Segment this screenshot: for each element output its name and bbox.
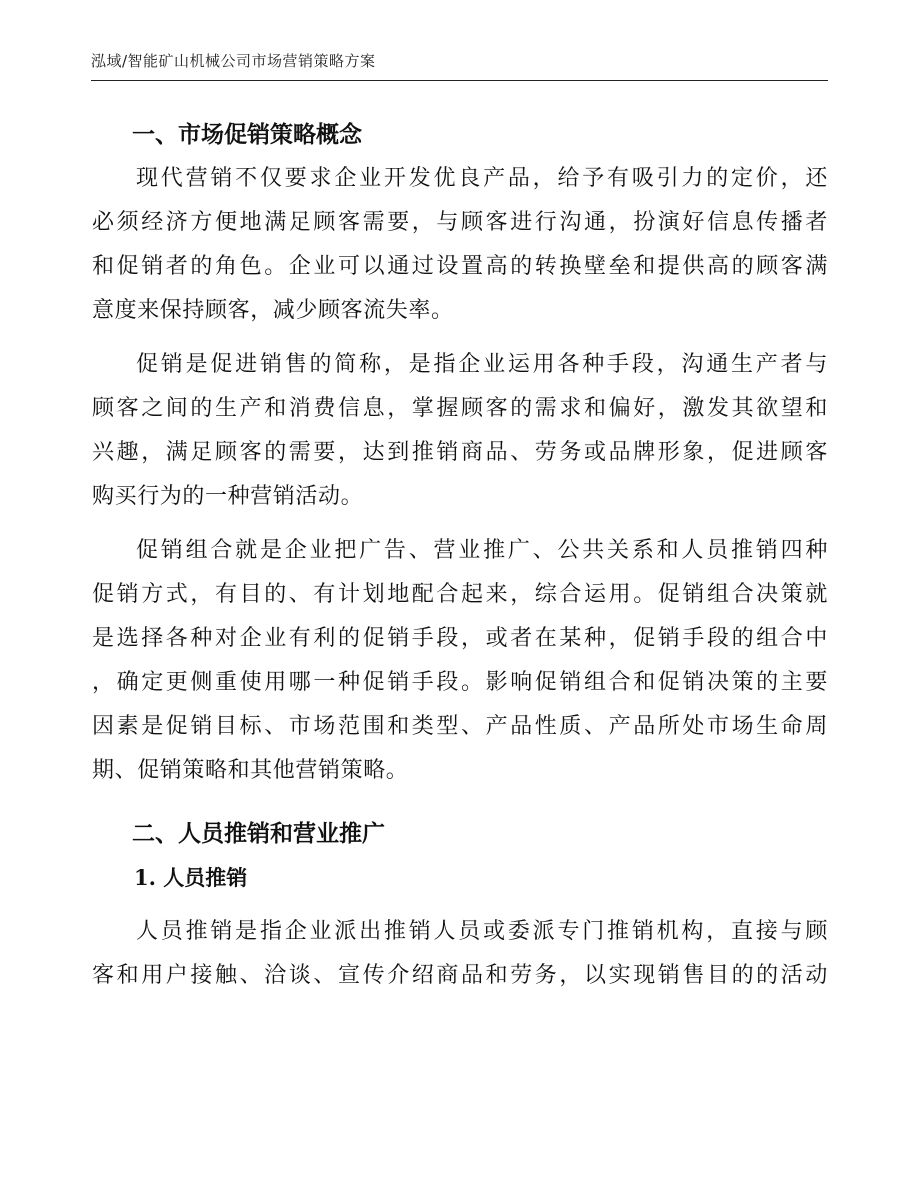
document-body (92, 114, 828, 998)
paragraph-line: 是选择各种对企业有利的促销手段，或者在某种，促销手段的组合中 (92, 626, 828, 651)
paragraph-line: 促销是促进销售的简称，是指企业运用各种手段，沟通生产者与 (136, 352, 828, 377)
paragraph-line: 现代营销不仅要求企业开发优良产品，给予有吸引力的定价，还 (136, 166, 828, 191)
paragraph-spacer (92, 519, 828, 529)
paragraph-line: 必须经济方便地满足顾客需要，与顾客进行沟通，扮演好信息传播者 (92, 210, 828, 235)
running-header: 泓域/智能矿山机械公司市场营销策略方案 (91, 52, 376, 70)
sub-heading: 1. 人员推销 (134, 865, 248, 890)
paragraph-spacer (92, 900, 828, 910)
section-spacer (92, 793, 828, 813)
paragraph-line: 意度来保持顾客，减少顾客流失率。 (92, 298, 454, 323)
paragraph-line: 人员推销是指企业派出推销人员或委派专门推销机构，直接与顾 (136, 919, 828, 944)
paragraph (92, 529, 828, 793)
paragraph-line: ，确定更侧重使用哪一种促销手段。影响促销组合和促销决策的主要 (92, 670, 828, 695)
paragraph-line: 期、促销策略和其他营销策略。 (92, 758, 409, 783)
section-heading-1: 一、市场促销策略概念 (132, 122, 362, 148)
paragraph-line: 兴趣，满足顾客的需要，达到推销商品、劳务或品牌形象，促进顾客 (92, 440, 828, 465)
paragraph-line: 促销组合就是企业把广告、营业推广、公共关系和人员推销四种 (136, 538, 828, 563)
paragraph-line: 和促销者的角色。企业可以通过设置高的转换壁垒和提供高的顾客满 (92, 254, 828, 279)
section-heading-2: 二、人员推销和营业推广 (132, 821, 385, 847)
paragraph-line: 客和用户接触、洽谈、宣传介绍商品和劳务，以实现销售目的的活动 (92, 963, 828, 988)
paragraph-line: 因素是促销目标、市场范围和类型、产品性质、产品所处市场生命周 (92, 714, 828, 739)
paragraph (92, 343, 828, 519)
paragraph-line: 促销方式，有目的、有计划地配合起来，综合运用。促销组合决策就 (92, 582, 828, 607)
paragraph (92, 910, 828, 998)
paragraph-line: 顾客之间的生产和消费信息，掌握顾客的需求和偏好，激发其欲望和 (92, 396, 828, 421)
header-divider (91, 80, 828, 81)
paragraph-spacer (92, 333, 828, 343)
paragraph-line: 购买行为的一种营销活动。 (92, 484, 364, 509)
paragraph (92, 157, 828, 333)
